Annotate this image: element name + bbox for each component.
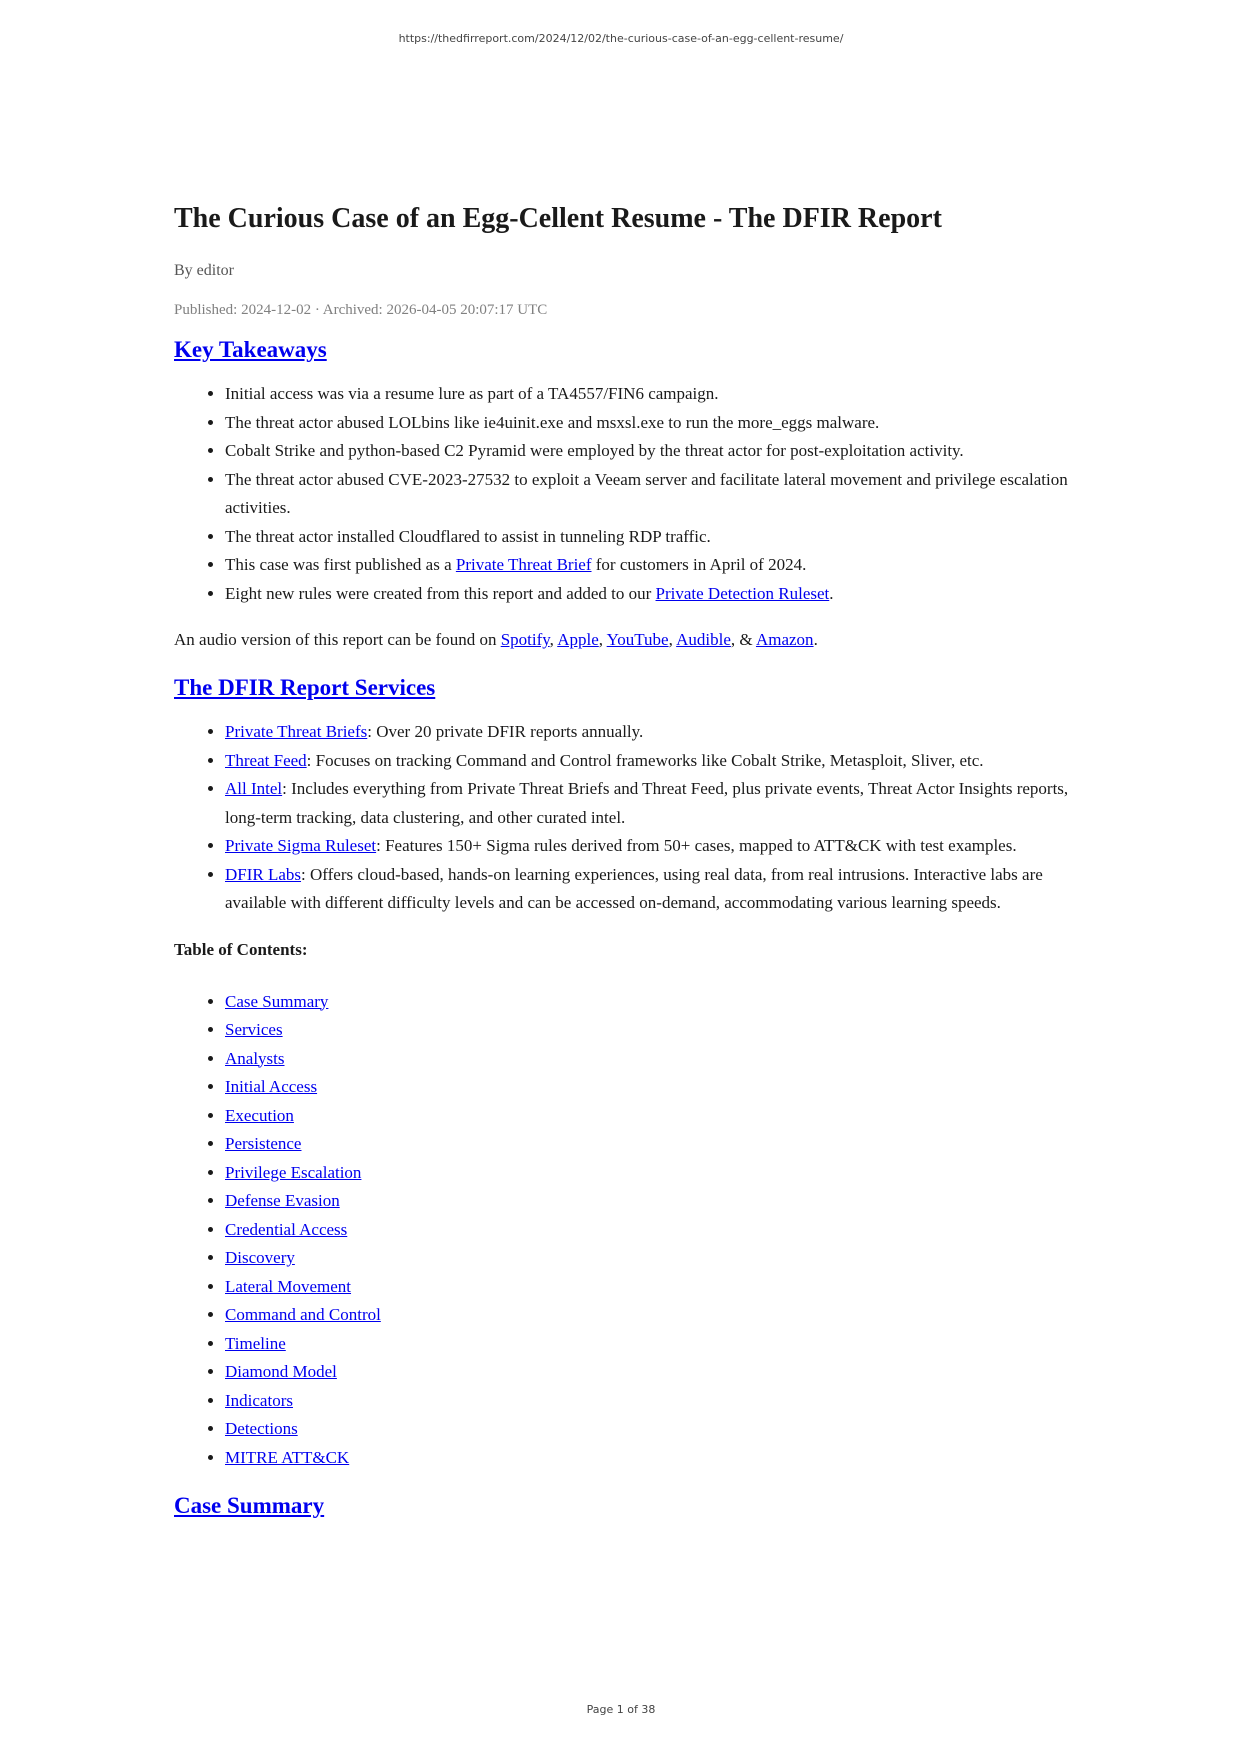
private-threat-briefs-link[interactable]: Private Threat Briefs [225,722,368,741]
case-summary-link[interactable]: Case Summary [174,1493,325,1518]
list-item: • Cobalt Strike and python-based C2 Pyramid were employed by the threat actor for post-exploitation activity. [225,437,1074,466]
toc-item [225,1244,1074,1273]
all-intel-link[interactable]: All Intel [225,779,283,798]
toc-item [225,1273,1074,1302]
toc-item [225,1187,1074,1216]
list-item-text: This case was first published as a [225,555,456,574]
separator: , [549,630,558,649]
toc-link-services[interactable]: Services [225,1020,283,1039]
services-heading [174,672,1074,704]
toc-item [225,1415,1074,1444]
list-item [225,861,1074,918]
list-item [225,551,1074,580]
toc-link-defense-evasion[interactable]: Defense Evasion [225,1191,340,1210]
toc-link-timeline[interactable]: Timeline [225,1333,286,1353]
private-sigma-ruleset-link[interactable]: Private Sigma Ruleset [225,836,377,855]
toc-link-discovery[interactable]: Discovery [225,1248,295,1267]
toc-link-indicators[interactable]: Indicators [225,1390,293,1410]
toc-item [225,1444,1074,1473]
article-meta: Published: 2024-12-02 · Archived: 2026-04-05 20:07:17 UTC [174,302,548,318]
services-heading-link[interactable]: The DFIR Report Services [174,675,436,700]
list-item-text: : Offers cloud-based, hands-on learning experiences, using real data, from real intrusions. Interactive labs are available with different difficulty levels and can be accessed on-demand, accommodating various learning speeds. [225,864,1043,912]
youtube-link[interactable]: YouTube [606,630,669,649]
toc-item [225,1159,1074,1188]
toc-item [225,1016,1074,1045]
page-url-header: https://thedfirreport.com/2024/12/02/the-curious-case-of-an-egg-cellent-resume/ [398,32,844,45]
audible-link[interactable]: Audible [676,630,731,649]
list-item-text: : Includes everything from Private Threat Briefs and Threat Feed, plus private events, Threat Actor Insights reports, long-term tracking, data clustering, and other curated intel. [225,779,1069,827]
toc-link-diamond-model[interactable]: Diamond Model [225,1362,337,1381]
list-item [225,747,1074,776]
threat-feed-link[interactable]: Threat Feed [225,750,307,770]
key-takeaways-link[interactable]: Key Takeaways [174,337,327,362]
list-item-text: : Over 20 private DFIR reports annually. [367,722,644,741]
toc-link-privilege-escalation[interactable]: Privilege Escalation [225,1162,362,1182]
case-summary-heading [174,1490,1074,1522]
list-item: • The threat actor abused LOLbins like ie4uinit.exe and msxsl.exe to run the more_eggs malware. [225,409,1074,438]
toc-item [225,1387,1074,1416]
list-item: • The threat actor installed Cloudflared to assist in tunneling RDP traffic. [225,523,1074,552]
toc-item [225,1130,1074,1159]
list-item-text: : Features 150+ Sigma rules derived from 50+ cases, mapped to ATT&CK with test examples. [376,836,1017,855]
toc-item [225,1045,1074,1074]
list-item [225,775,1074,832]
toc-link-case-summary[interactable]: Case Summary [225,991,329,1011]
list-item: • Initial access was via a resume lure as part of a TA4557/FIN6 campaign. [225,380,1074,409]
list-item-text: . [829,583,834,603]
private-detection-ruleset-link[interactable]: Private Detection Ruleset [655,583,830,603]
toc-link-initial-access[interactable]: Initial Access [225,1077,318,1096]
audio-paragraph [174,626,1074,654]
services-list [174,718,1074,918]
toc-title: Table of Contents: [174,939,308,959]
separator: , [598,630,607,649]
list-item-text: : Focuses on tracking Command and Control frameworks like Cobalt Strike, Metasploit, Sliver, etc. [306,750,984,770]
separator: , [668,630,677,649]
toc-item [225,1358,1074,1387]
toc-item [225,988,1074,1017]
toc-link-lateral-movement[interactable]: Lateral Movement [225,1276,352,1296]
toc-link-persistence[interactable]: Persistence [225,1134,302,1153]
toc-link-execution[interactable]: Execution [225,1105,294,1125]
toc-link-mitre-attack[interactable]: MITRE ATT&CK [225,1447,350,1467]
toc-link-credential-access[interactable]: Credential Access [225,1219,348,1239]
toc-item [225,1102,1074,1131]
toc-item [225,1073,1074,1102]
page-number: Page 1 of 38 [586,1703,656,1716]
toc-list [174,988,1074,1473]
toc-item [225,1330,1074,1359]
toc-item [225,1216,1074,1245]
audio-text: An audio version of this report can be found on [174,630,501,649]
toc-item [225,1301,1074,1330]
separator: , & [730,630,756,649]
list-item [225,580,1074,609]
apple-link[interactable]: Apple [557,630,599,649]
list-item [225,718,1074,747]
toc-link-detections[interactable]: Detections [225,1419,298,1438]
spotify-link[interactable]: Spotify [500,630,550,649]
list-item-text: Eight new rules were created from this report and added to our [225,583,656,603]
amazon-link[interactable]: Amazon [755,630,814,649]
list-item [225,832,1074,861]
toc-link-command-and-control[interactable]: Command and Control [225,1305,381,1324]
list-item-text: for customers in April of 2024. [591,555,807,574]
key-takeaways-heading [174,334,1074,366]
article-byline: By editor [174,262,234,279]
key-takeaways-list [174,380,1074,608]
list-item: • The threat actor abused CVE-2023-27532 to exploit a Veeam server and facilitate lateral movement and privilege escalation activities. [225,466,1074,523]
dfir-labs-link[interactable]: DFIR Labs [225,864,302,884]
article-title: The Curious Case of an Egg-Cellent Resume - The DFIR Report [174,203,942,234]
toc-link-analysts[interactable]: Analysts [225,1048,285,1068]
separator: . [813,630,818,649]
article-content [174,200,1074,1536]
private-threat-brief-link[interactable]: Private Threat Brief [455,555,592,574]
